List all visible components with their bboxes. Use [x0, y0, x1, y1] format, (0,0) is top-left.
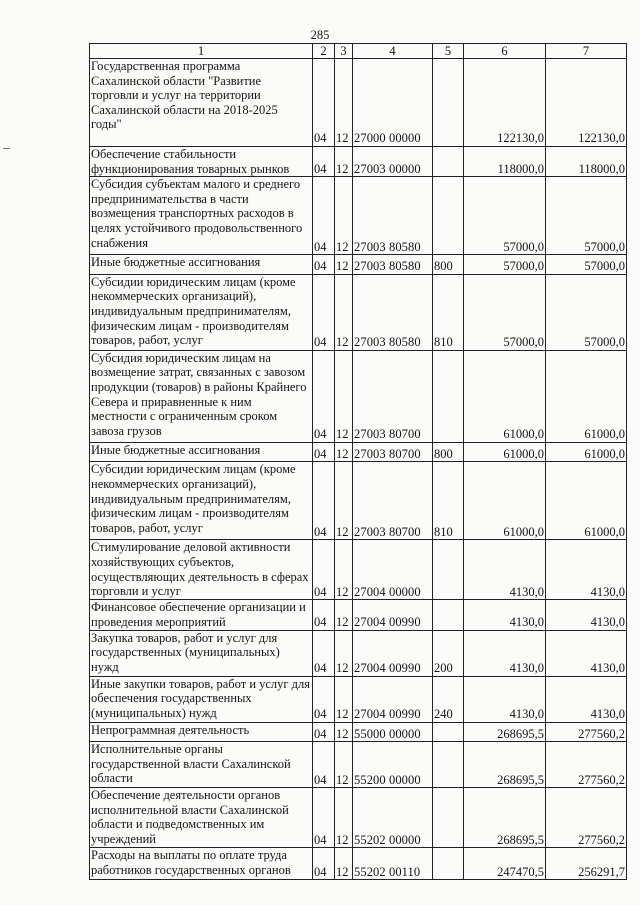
table-row: [90, 147, 627, 177]
target-article-code: 27004 00000: [353, 540, 433, 600]
row-name: Субсидия субъектам малого и среднего предпринимательства в части возмещения транспортных расходов в целях устойчивого продовольственного снабжения: [90, 177, 313, 255]
table-row: [90, 59, 627, 147]
row-name: Субсидии юридическим лицам (кроме некоммерческих организаций), индивидуальным предпринимателям, физическим лицам - производителям товаров, работ, услуг: [90, 462, 313, 540]
amount-year-1: 61000,0: [464, 442, 546, 462]
amount-year-2: 4130,0: [546, 540, 627, 600]
target-article-code: 27000 00000: [353, 59, 433, 147]
amount-year-1: 122130,0: [464, 59, 546, 147]
row-name: Иные закупки товаров, работ и услуг для обеспечения государственных (муниципальных) нужд: [90, 676, 313, 722]
amount-year-2: 4130,0: [546, 630, 627, 676]
target-article-code: 27003 00000: [353, 147, 433, 177]
amount-year-2: 4130,0: [546, 676, 627, 722]
row-name: Расходы на выплаты по оплате труда работников государственных органов: [90, 848, 313, 880]
subsection-code: 12: [335, 600, 353, 630]
section-code: 04: [313, 177, 335, 255]
table-row: [90, 442, 627, 462]
row-name: Государственная программа Сахалинской области "Развитие торговли и услуг на территории Сахалинской области на 2018-2025 годы": [90, 59, 313, 147]
amount-year-1: 57000,0: [464, 274, 546, 350]
subsection-code: 12: [335, 462, 353, 540]
amount-year-1: 57000,0: [464, 255, 546, 275]
subsection-code: 12: [335, 848, 353, 880]
table-row: [90, 462, 627, 540]
table-body: [90, 44, 627, 880]
row-name: Субсидии юридическим лицам (кроме некоммерческих организаций), индивидуальным предпринимателям, физическим лицам - производителям товаров, работ, услуг: [90, 274, 313, 350]
amount-year-1: 4130,0: [464, 600, 546, 630]
table-row: [90, 177, 627, 255]
table-row: [90, 676, 627, 722]
section-code: 04: [313, 848, 335, 880]
section-code: 04: [313, 147, 335, 177]
subsection-code: 12: [335, 442, 353, 462]
expense-type-code: [433, 742, 464, 788]
subsection-code: 12: [335, 742, 353, 788]
section-code: 04: [313, 540, 335, 600]
table-row: [90, 350, 627, 442]
row-name: Субсидия юридическим лицам на возмещение затрат, связанных с завозом продукции (товаров) в районы Крайнего Севера и приравненные к ним местности с ограниченным сроком завоза грузов: [90, 350, 313, 442]
row-name: Закупка товаров, работ и услуг для государственных (муниципальных) нужд: [90, 630, 313, 676]
expense-type-code: [433, 59, 464, 147]
amount-year-1: 268695,5: [464, 788, 546, 848]
amount-year-2: 122130,0: [546, 59, 627, 147]
subsection-code: 12: [335, 722, 353, 742]
table-row: [90, 788, 627, 848]
target-article-code: 55202 00000: [353, 788, 433, 848]
target-article-code: 55202 00110: [353, 848, 433, 880]
subsection-code: 12: [335, 630, 353, 676]
subsection-code: 12: [335, 147, 353, 177]
amount-year-2: 61000,0: [546, 462, 627, 540]
target-article-code: 27004 00990: [353, 600, 433, 630]
section-code: 04: [313, 59, 335, 147]
amount-year-1: 61000,0: [464, 462, 546, 540]
amount-year-2: 61000,0: [546, 442, 627, 462]
amount-year-2: 4130,0: [546, 600, 627, 630]
column-header: 1: [90, 44, 313, 59]
section-code: 04: [313, 442, 335, 462]
amount-year-1: 4130,0: [464, 676, 546, 722]
column-header: 3: [335, 44, 353, 59]
amount-year-1: 61000,0: [464, 350, 546, 442]
section-code: 04: [313, 600, 335, 630]
row-name: Иные бюджетные ассигнования: [90, 442, 313, 462]
amount-year-2: 277560,2: [546, 722, 627, 742]
target-article-code: 27003 80580: [353, 177, 433, 255]
section-code: 04: [313, 788, 335, 848]
target-article-code: 27003 80700: [353, 442, 433, 462]
expense-type-code: [433, 147, 464, 177]
table-row: [90, 722, 627, 742]
subsection-code: 12: [335, 59, 353, 147]
column-header: 5: [433, 44, 464, 59]
expense-type-code: [433, 788, 464, 848]
page-number: 285: [310, 28, 330, 42]
row-name: Исполнительные органы государственной власти Сахалинской области: [90, 742, 313, 788]
amount-year-1: 57000,0: [464, 177, 546, 255]
amount-year-1: 4130,0: [464, 540, 546, 600]
row-name: Стимулирование деловой активности хозяйствующих субъектов, осуществляющих деятельность в сферах торговли и услуг: [90, 540, 313, 600]
amount-year-1: 268695,5: [464, 742, 546, 788]
column-header: 4: [353, 44, 433, 59]
expense-type-code: [433, 540, 464, 600]
amount-year-1: 247470,5: [464, 848, 546, 880]
expense-type-code: [433, 350, 464, 442]
expense-type-code: 810: [433, 274, 464, 350]
amount-year-1: 4130,0: [464, 630, 546, 676]
amount-year-2: 57000,0: [546, 255, 627, 275]
target-article-code: 27004 00990: [353, 676, 433, 722]
section-code: 04: [313, 274, 335, 350]
subsection-code: 12: [335, 676, 353, 722]
amount-year-2: 277560,2: [546, 742, 627, 788]
section-code: 04: [313, 255, 335, 275]
expense-type-code: 200: [433, 630, 464, 676]
row-name: Обеспечение деятельности органов исполнительной власти Сахалинской области и подведомственных им учреждений: [90, 788, 313, 848]
expense-type-code: [433, 177, 464, 255]
table-row: [90, 600, 627, 630]
budget-table: [89, 43, 627, 880]
amount-year-2: 57000,0: [546, 274, 627, 350]
expense-type-code: [433, 722, 464, 742]
section-code: 04: [313, 722, 335, 742]
section-code: 04: [313, 350, 335, 442]
amount-year-2: 256291,7: [546, 848, 627, 880]
table-row: [90, 630, 627, 676]
expense-type-code: [433, 848, 464, 880]
target-article-code: 55000 00000: [353, 722, 433, 742]
target-article-code: 27003 80580: [353, 255, 433, 275]
column-header-row: [90, 44, 627, 59]
amount-year-2: 118000,0: [546, 147, 627, 177]
table-row: [90, 848, 627, 880]
subsection-code: 12: [335, 177, 353, 255]
expense-type-code: [433, 600, 464, 630]
table-row: [90, 540, 627, 600]
section-code: 04: [313, 676, 335, 722]
row-name: Иные бюджетные ассигнования: [90, 255, 313, 275]
column-header: 2: [313, 44, 335, 59]
target-article-code: 27003 80700: [353, 462, 433, 540]
table-row: [90, 274, 627, 350]
subsection-code: 12: [335, 788, 353, 848]
expense-type-code: 800: [433, 442, 464, 462]
section-code: 04: [313, 630, 335, 676]
column-header: 6: [464, 44, 546, 59]
amount-year-2: 61000,0: [546, 350, 627, 442]
target-article-code: 27003 80700: [353, 350, 433, 442]
amount-year-1: 118000,0: [464, 147, 546, 177]
subsection-code: 12: [335, 540, 353, 600]
amount-year-2: 57000,0: [546, 177, 627, 255]
section-code: 04: [313, 462, 335, 540]
row-name: Обеспечение стабильности функционирования товарных рынков: [90, 147, 313, 177]
margin-mark: [3, 148, 10, 149]
subsection-code: 12: [335, 255, 353, 275]
section-code: 04: [313, 742, 335, 788]
expense-type-code: 240: [433, 676, 464, 722]
amount-year-2: 277560,2: [546, 788, 627, 848]
table-row: [90, 742, 627, 788]
target-article-code: 27003 80580: [353, 274, 433, 350]
amount-year-1: 268695,5: [464, 722, 546, 742]
expense-type-code: 800: [433, 255, 464, 275]
expense-type-code: 810: [433, 462, 464, 540]
target-article-code: 55200 00000: [353, 742, 433, 788]
row-name: Финансовое обеспечение организации и проведения мероприятий: [90, 600, 313, 630]
subsection-code: 12: [335, 274, 353, 350]
subsection-code: 12: [335, 350, 353, 442]
column-header: 7: [546, 44, 627, 59]
row-name: Непрограммная деятельность: [90, 722, 313, 742]
table-row: [90, 255, 627, 275]
target-article-code: 27004 00990: [353, 630, 433, 676]
